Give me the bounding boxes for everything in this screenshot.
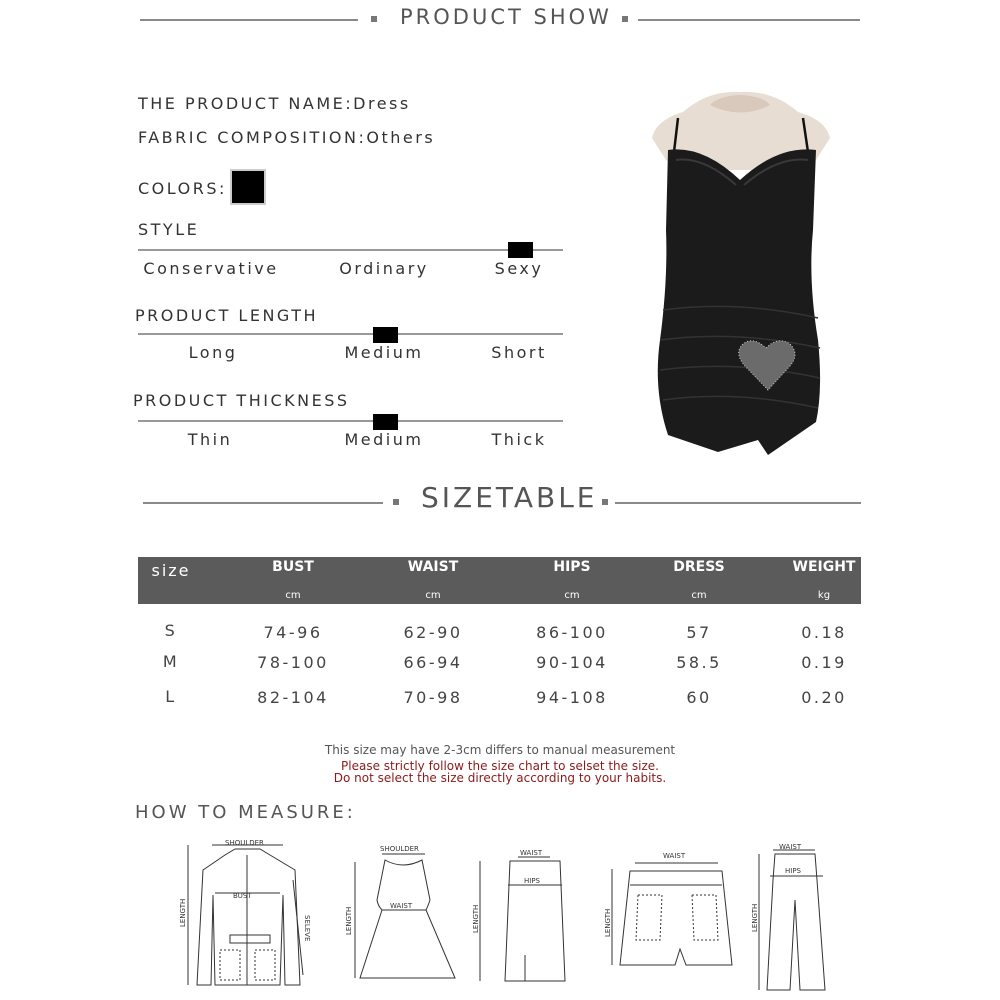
col-unit-dress: cm bbox=[691, 590, 707, 601]
product-photo-dress bbox=[648, 90, 833, 465]
sizetable-dot-left bbox=[393, 499, 399, 505]
section-title-sizetable: SIZETABLE bbox=[421, 481, 598, 514]
pants-hips-label: HIPS bbox=[785, 867, 801, 875]
col-header-waist: WAIST bbox=[407, 559, 459, 575]
color-swatch-black[interactable] bbox=[230, 169, 266, 205]
col-header-hips: HIPS bbox=[553, 559, 591, 575]
dress-shoulder-label: SHOULDER bbox=[380, 845, 419, 853]
skirt-length-label: LENGTH bbox=[472, 904, 480, 933]
col-header-bust: BUST bbox=[272, 559, 314, 575]
table-cell: 60 bbox=[686, 688, 712, 707]
col-header-weight: WEIGHT bbox=[792, 559, 856, 575]
scale-title-length: PRODUCT LENGTH bbox=[135, 306, 319, 325]
scale-title-thickness: PRODUCT THICKNESS bbox=[133, 391, 350, 410]
section-title-product-show: PRODUCT SHOW bbox=[400, 5, 612, 29]
col-header-size: size bbox=[151, 561, 191, 580]
sizetable-dot-right bbox=[602, 499, 608, 505]
table-cell: 58.5 bbox=[676, 653, 722, 672]
col-unit-weight: kg bbox=[817, 590, 831, 601]
table-cell: 94-108 bbox=[536, 688, 608, 707]
table-cell: 74-96 bbox=[263, 623, 323, 642]
note-size-chart: Please strictly follow the size chart to selset the size. bbox=[341, 759, 659, 773]
table-cell: 82-104 bbox=[257, 688, 329, 707]
scale-marker-thickness bbox=[373, 414, 398, 430]
table-cell: 70-98 bbox=[403, 688, 463, 707]
product-name-row bbox=[138, 94, 411, 113]
jacket-measure-illustration bbox=[175, 835, 315, 995]
table-cell: 78-100 bbox=[257, 653, 329, 672]
table-cell: 0.20 bbox=[801, 688, 847, 707]
divider-dot-right bbox=[622, 16, 628, 22]
pants-length-label: LENGTH bbox=[751, 903, 759, 932]
col-unit-hips: cm bbox=[564, 590, 580, 601]
table-cell-size: L bbox=[165, 687, 177, 706]
section-title-how-to-measure: HOW TO MEASURE: bbox=[135, 802, 356, 823]
table-cell: 0.19 bbox=[801, 653, 847, 672]
scale-title-style: STYLE bbox=[138, 220, 200, 239]
product-name-value: Dress bbox=[353, 94, 411, 113]
scale-label-ordinary: Ordinary bbox=[339, 259, 429, 278]
fabric-value: Others bbox=[366, 128, 436, 147]
scale-label-medium-thickness: Medium bbox=[344, 430, 424, 449]
shorts-measure-illustration bbox=[600, 845, 740, 975]
jacket-sleeve-label: SELEVE bbox=[303, 915, 311, 942]
scale-track-thickness bbox=[138, 420, 563, 422]
table-cell: 0.18 bbox=[801, 623, 847, 642]
shorts-waist-label: WAIST bbox=[663, 852, 686, 860]
scale-label-medium-length: Medium bbox=[344, 343, 424, 362]
table-cell: 66-94 bbox=[403, 653, 463, 672]
shorts-length-label: LENGTH bbox=[604, 908, 612, 937]
col-header-dress: DRESS bbox=[673, 559, 725, 575]
table-cell-size: M bbox=[162, 652, 180, 671]
sizetable-divider-left bbox=[143, 502, 383, 504]
product-name-label: THE PRODUCT NAME: bbox=[138, 94, 354, 113]
table-cell-size: S bbox=[164, 621, 178, 640]
col-unit-waist: cm bbox=[425, 590, 441, 601]
scale-track-length bbox=[138, 333, 563, 335]
scale-label-long: Long bbox=[188, 343, 238, 362]
fabric-row bbox=[138, 128, 435, 147]
scale-marker-style bbox=[508, 242, 533, 258]
scale-label-thick: Thick bbox=[491, 430, 547, 449]
scale-label-thin: Thin bbox=[187, 430, 233, 449]
scale-label-conservative: Conservative bbox=[143, 259, 279, 278]
sizetable-divider-right bbox=[615, 502, 861, 504]
table-cell: 90-104 bbox=[536, 653, 608, 672]
dress-length-label: LENGTH bbox=[345, 906, 353, 935]
table-cell: 62-90 bbox=[403, 623, 463, 642]
scale-marker-length bbox=[373, 327, 398, 343]
divider-left bbox=[140, 19, 358, 21]
note-measurement: This size may have 2-3cm differs to manual measurement bbox=[324, 743, 676, 757]
colors-label: COLORS: bbox=[138, 179, 227, 198]
skirt-waist-label: WAIST bbox=[520, 849, 543, 857]
dress-measure-illustration bbox=[340, 840, 465, 990]
divider-dot-left bbox=[371, 16, 377, 22]
fabric-label: FABRIC COMPOSITION: bbox=[138, 128, 367, 147]
jacket-shoulder-label: SHOULDER bbox=[225, 839, 264, 847]
skirt-measure-illustration bbox=[470, 845, 570, 985]
scale-label-sexy: Sexy bbox=[494, 259, 544, 278]
jacket-bust-label: BUST bbox=[233, 892, 252, 900]
pants-waist-label: WAIST bbox=[779, 843, 802, 851]
scale-track-style bbox=[138, 249, 563, 251]
divider-right bbox=[638, 19, 860, 21]
dress-waist-label: WAIST bbox=[390, 902, 413, 910]
table-cell: 86-100 bbox=[536, 623, 608, 642]
skirt-hips-label: HIPS bbox=[524, 877, 540, 885]
table-cell: 57 bbox=[686, 623, 712, 642]
jacket-length-label: LENGTH bbox=[179, 898, 187, 927]
scale-label-short: Short bbox=[491, 343, 547, 362]
pants-measure-illustration bbox=[745, 840, 840, 995]
col-unit-bust: cm bbox=[285, 590, 301, 601]
note-habits: Do not select the size directly according to your habits. bbox=[333, 771, 667, 785]
